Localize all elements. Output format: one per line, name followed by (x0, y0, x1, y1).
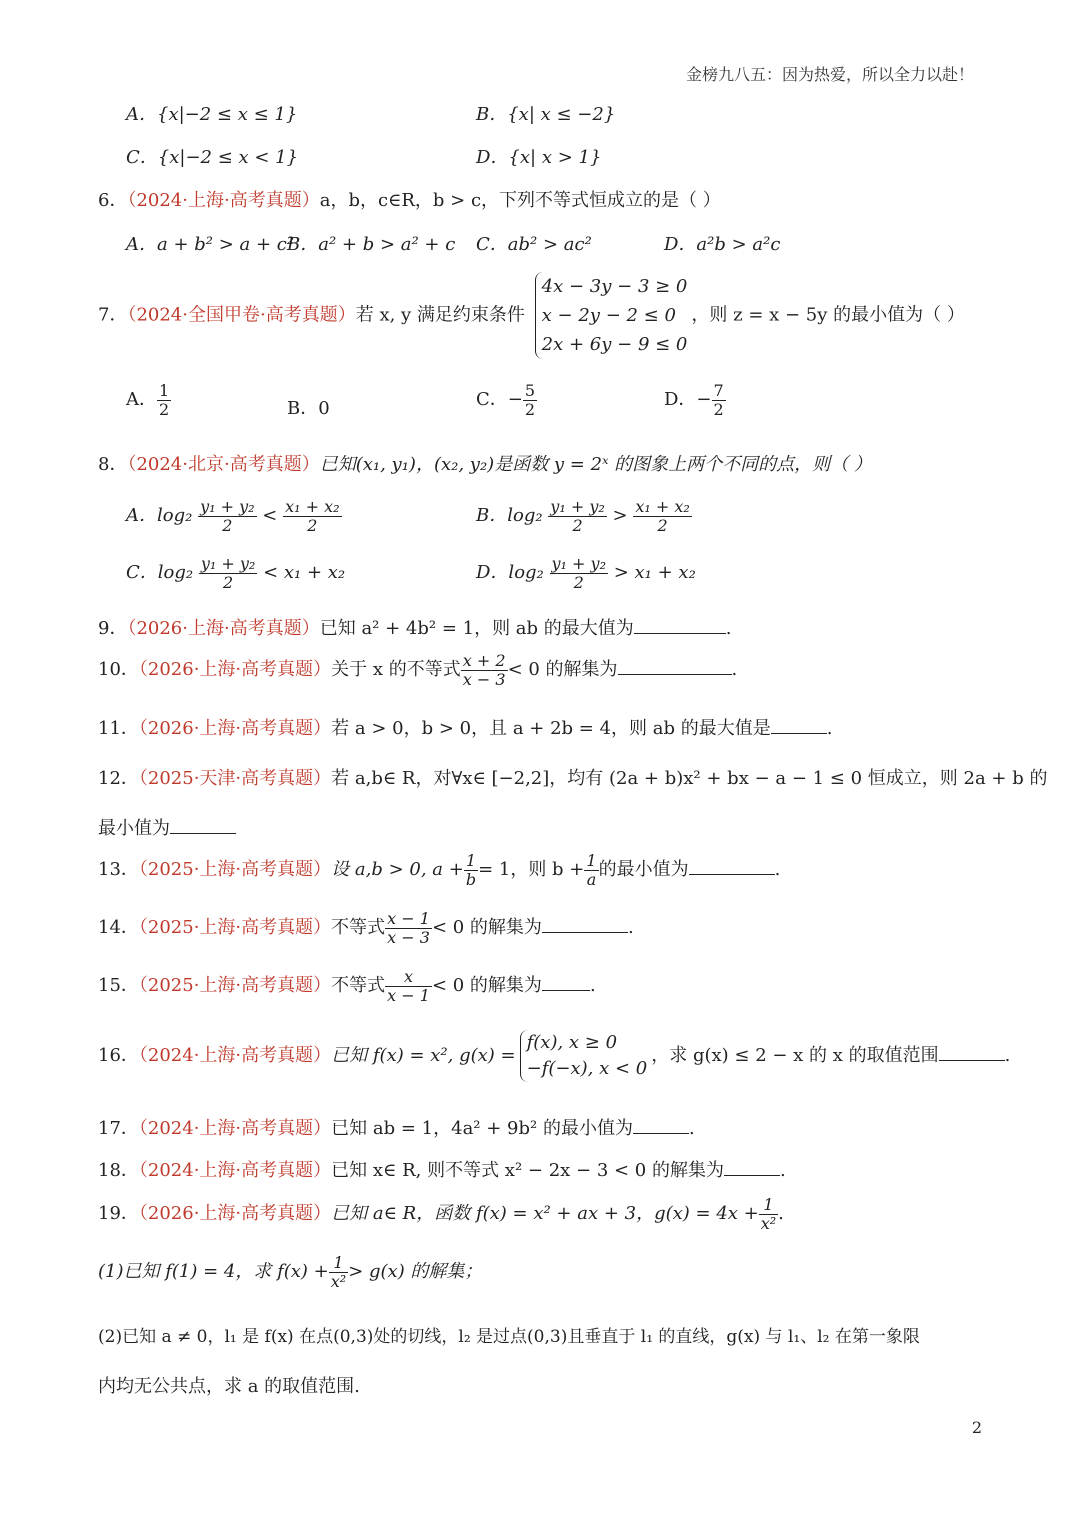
question-text: 已知 ab = 1，4a² + 9b² 的最小值为 (331, 1118, 633, 1139)
question-text-tail: ，则 z = x − 5y 的最小值为（ ） (691, 304, 965, 326)
numerator: y₁ + y₂ (200, 497, 255, 516)
fraction (157, 382, 171, 418)
fraction (199, 555, 257, 591)
question-number: 7． (98, 304, 128, 326)
answer-blank[interactable] (633, 1119, 689, 1134)
fraction (523, 382, 537, 418)
piece-1: f(x), x ≥ 0 (526, 1032, 618, 1053)
denominator: 2 (222, 515, 233, 535)
answer-blank[interactable] (939, 1046, 1005, 1061)
question-19-part-2: (2)已知 a ≠ 0，l₁ 是 f(x) 在点(0,3)处的切线，l₂ 是过点(0,3)且垂直于 l₁ 的直线，g(x) 与 l₁、l₂ 在第一象限 (98, 1327, 920, 1347)
question-source: （2025·上海·高考真题） (138, 917, 332, 939)
fraction (584, 852, 598, 888)
answer-blank[interactable] (542, 976, 590, 991)
question-source: （2024·上海·高考真题） (138, 1118, 332, 1139)
option-label: D．− (664, 389, 712, 411)
question-number: 10． (98, 659, 139, 681)
q5-option-c: C．{x|−2 ≤ x < 1} (126, 147, 299, 168)
q7-option-d (664, 382, 726, 418)
question-text-tail: < 0 的解集为 (431, 917, 542, 939)
numerator: x₁ + x₂ (635, 497, 690, 516)
question-text-tail: < 0 的解集为 (507, 659, 618, 681)
answer-blank[interactable] (771, 719, 827, 734)
question-number: 8． (98, 454, 128, 475)
question-text-tail: 的最小值为 (598, 859, 689, 881)
q5-option-a: A．{x|−2 ≤ x ≤ 1} (126, 104, 298, 125)
question-text: 不等式 (331, 917, 386, 939)
constraint-3: 2x + 6y − 9 ≤ 0 (541, 334, 688, 355)
q5-option-d: D．{x| x > 1} (476, 147, 602, 168)
question-source: （2024·全国甲卷·高考真题） (127, 304, 356, 326)
denominator: 2 (572, 515, 583, 535)
question-text: 已知 a² + 4b² = 1，则 ab 的最大值为 (319, 618, 634, 639)
fraction (548, 498, 606, 534)
relation: > (612, 505, 628, 527)
question-source: （2024·上海·高考真题） (138, 1160, 332, 1181)
question-source: （2024·北京·高考真题） (127, 454, 320, 475)
fraction (283, 498, 341, 534)
question-10: 10．（2026·上海·高考真题）关于 x 的不等式 $\frac{x + 2}{x - 3}$ < 0 的解集为 . (98, 651, 738, 689)
numerator: 7 (713, 381, 724, 400)
option-label: C．log₂ (126, 562, 194, 584)
numerator: x (385, 968, 432, 987)
question-number: 9． (98, 618, 128, 639)
fraction (385, 968, 432, 1004)
relation: < (262, 505, 278, 527)
option-label: A．log₂ (126, 505, 193, 527)
numerator: y₁ + y₂ (551, 554, 606, 573)
question-source: （2024·上海·高考真题） (127, 190, 320, 211)
constraint-2: x − 2y − 2 ≤ 0 (541, 305, 676, 326)
question-text: 设 a,b > 0, a + (331, 859, 464, 881)
question-source: （2024·上海·高考真题） (138, 1045, 332, 1066)
q6-option-a: A．a + b² > a + c² (126, 234, 295, 255)
denominator: b (465, 869, 477, 889)
question-source: （2026·上海·高考真题） (138, 659, 332, 681)
question-7 (98, 272, 980, 359)
question-text: 若 a,b∈ R，对∀x∈ [−2,2]，均有 (2a + b)x² + bx − a − 1 ≤ 0 恒成立，则 2a + b 的 (331, 768, 1048, 789)
denominator: x² (330, 1271, 347, 1291)
fraction (759, 1196, 778, 1232)
denominator: x² (760, 1213, 777, 1233)
question-source: （2025·上海·高考真题） (138, 975, 332, 997)
q6-option-b: B．a² + b > a² + c (287, 234, 456, 255)
q6-option-c: C．ab² > ac² (476, 234, 592, 255)
constraint-system (535, 272, 688, 359)
q8-option-b (476, 498, 692, 534)
answer-blank[interactable] (170, 819, 236, 834)
q8-option-a (126, 498, 342, 534)
denominator: 2 (713, 399, 724, 419)
question-text: a，b，c∈R，b > c，下列不等式恒成立的是（ ） (319, 190, 721, 211)
numerator: x + 2 (462, 651, 506, 670)
question-17: 17．（2024·上海·高考真题）已知 ab = 1，4a² + 9b² 的最小值为 . (98, 1118, 695, 1139)
question-text: 最小值为 (98, 818, 170, 839)
question-number: 11． (98, 718, 139, 739)
denominator: 2 (159, 399, 170, 419)
question-14: 14．（2025·上海·高考真题）不等式 $\frac{x - 1}{x - 3}$ < 0 的解集为 . (98, 909, 634, 947)
question-text: = 1，则 b + (478, 859, 585, 881)
page-header: 金榜九八五：因为热爱，所以全力以赴！ (685, 65, 974, 84)
question-12-continued (98, 814, 980, 840)
fraction (712, 382, 726, 418)
numerator: 1 (586, 851, 597, 870)
numerator: x − 1 (387, 909, 430, 928)
question-source: （2026·上海·高考真题） (127, 618, 320, 639)
question-source: （2026·上海·高考真题） (138, 1203, 332, 1225)
question-number: 12． (98, 768, 139, 789)
numerator: 1 (159, 381, 170, 400)
relation: > x₁ + x₂ (613, 562, 696, 584)
question-11: 11．（2026·上海·高考真题）若 a > 0，b > 0，且 a + 2b = 4，则 ab 的最大值是 . (98, 718, 833, 739)
question-text: 已知 f(x) = x², g(x) = (331, 1045, 516, 1066)
question-8 (98, 450, 980, 476)
question-text: 若 x, y 满足约束条件 (355, 304, 525, 326)
question-12 (98, 764, 1048, 790)
fraction (329, 1254, 348, 1290)
numerator: x₁ + x₂ (285, 497, 340, 516)
question-text: 不等式 (331, 975, 386, 997)
question-number: 17． (98, 1118, 139, 1139)
denominator: 2 (307, 515, 318, 535)
page-number: 2 (971, 1418, 982, 1437)
answer-blank[interactable] (542, 918, 628, 933)
constraint-1: 4x − 3y − 3 ≥ 0 (541, 276, 688, 297)
question-text: 已知(x₁, y₁)，(x₂, y₂)是函数 y = 2ˣ 的图象上两个不同的点，则（ ） (319, 454, 872, 475)
denominator: 2 (573, 572, 584, 592)
answer-blank[interactable] (618, 660, 732, 675)
question-number: 16． (98, 1045, 139, 1066)
question-13: 13．（2025·上海·高考真题）设 a,b > 0, a + $\frac{1}{b}$ = 1，则 b + $\frac{1}{a}$ 的最小值为 . (98, 851, 781, 889)
fraction (464, 852, 478, 888)
option-label: C．− (476, 389, 523, 411)
answer-blank[interactable] (689, 860, 775, 875)
numerator: y₁ + y₂ (550, 497, 605, 516)
question-text: 若 a > 0，b > 0，且 a + 2b = 4，则 ab 的最大值是 (331, 718, 771, 739)
question-text-tail: > g(x) 的解集； (348, 1261, 483, 1283)
numerator: 1 (329, 1254, 348, 1273)
q6-option-d: D．a²b > a²c (664, 234, 781, 255)
piece-2: −f(−x), x < 0 (526, 1058, 648, 1079)
question-number: 18． (98, 1160, 139, 1181)
denominator: x − 3 (387, 927, 430, 947)
question-number: 13． (98, 859, 139, 881)
answer-blank[interactable] (724, 1161, 780, 1176)
question-number: 6． (98, 190, 128, 211)
fraction (633, 498, 691, 534)
question-16: 16．（2024·上海·高考真题）已知 f(x) = x², g(x) = f(x), x ≥ 0 −f(−x), x < 0 ，求 g(x) ≤ 2 − x 的 x 的取值范围 . (98, 1030, 980, 1082)
question-19-part-1 (98, 1254, 980, 1290)
question-source: （2025·上海·高考真题） (138, 859, 332, 881)
denominator: a (586, 869, 597, 889)
question-19-part-2-continued: 内均无公共点，求 a 的取值范围. (98, 1376, 360, 1397)
question-text: 已知 a∈ R，函数 f(x) = x² + ax + 3，g(x) = 4x + (331, 1203, 759, 1225)
numerator: y₁ + y₂ (200, 554, 256, 573)
question-source: （2025·天津·高考真题） (138, 768, 332, 789)
question-text-tail: ，求 g(x) ≤ 2 − x 的 x 的取值范围 (651, 1045, 939, 1066)
q7-option-a (126, 382, 171, 418)
question-source: （2026·上海·高考真题） (138, 718, 332, 739)
fraction (461, 652, 508, 688)
question-9: 9．（2026·上海·高考真题）已知 a² + 4b² = 1，则 ab 的最大值为 . (98, 618, 732, 639)
option-label: A． (126, 389, 157, 411)
q8-option-d (476, 555, 696, 591)
relation: < x₁ + x₂ (263, 562, 346, 584)
numerator: 5 (524, 381, 536, 400)
fraction (198, 498, 256, 534)
q7-option-c (476, 382, 537, 418)
question-6 (98, 186, 980, 212)
q7-option-b: B．0 (287, 398, 330, 419)
option-label: D．log₂ (476, 562, 544, 584)
question-19: 19．（2026·上海·高考真题）已知 a∈ R，函数 f(x) = x² + ax + 3，g(x) = 4x + $\frac{1}{\text{x²}}$ . (98, 1195, 784, 1233)
question-number: 14． (98, 917, 139, 939)
question-text: 已知 x∈ R, 则不等式 x² − 2x − 3 < 0 的解集为 (331, 1160, 724, 1181)
fraction (385, 910, 432, 946)
option-label: B．log₂ (476, 505, 543, 527)
q8-option-c (126, 555, 345, 591)
question-number: 19． (98, 1203, 139, 1225)
question-text: 关于 x 的不等式 (331, 659, 461, 681)
denominator: x − 3 (462, 669, 506, 689)
question-15: 15．（2025·上海·高考真题）不等式 $\frac{x}{x - 1}$ < 0 的解集为 . (98, 967, 596, 1005)
answer-blank[interactable] (634, 619, 726, 634)
question-number: 15． (98, 975, 139, 997)
denominator: 2 (524, 399, 536, 419)
q5-option-b: B．{x| x ≤ −2} (476, 104, 616, 125)
denominator: x − 1 (387, 985, 430, 1005)
denominator: 2 (657, 515, 668, 535)
question-18: 18．（2024·上海·高考真题）已知 x∈ R, 则不等式 x² − 2x − 3 < 0 的解集为 . (98, 1160, 786, 1181)
numerator: 1 (464, 852, 478, 871)
question-text-tail: < 0 的解集为 (431, 975, 542, 997)
denominator: 2 (222, 572, 234, 592)
numerator: 1 (759, 1196, 778, 1215)
piecewise-system (520, 1030, 648, 1082)
fraction (550, 555, 608, 591)
question-text: (1)已知 f(1) = 4，求 f(x) + (98, 1261, 329, 1283)
